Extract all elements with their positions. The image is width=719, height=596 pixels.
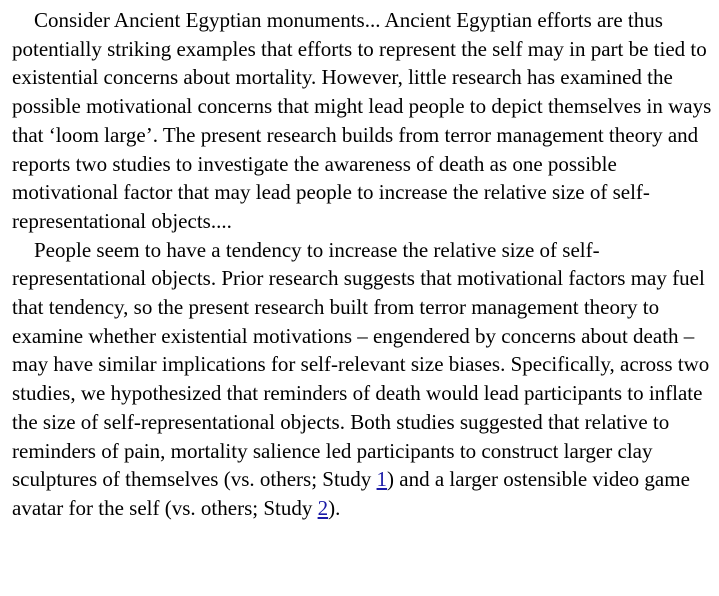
paragraph-1 [12,6,714,236]
study-1-reference-link[interactable]: 1 [376,467,388,492]
paragraph-2-text-middle: ) and a larger ostensible video game avatar for the self (vs. others; Study [12,467,690,520]
study-2-reference-link[interactable]: 2 [317,495,329,520]
paragraph-2 [12,236,714,523]
paragraph-2-text-start: People seem to have a tendency to increase the relative size of self-representational objects. Prior research suggests that motivational factors may fuel that tendency, so the present research built from terror management theory to examine whether existential motivations – engendered by concerns about death – may have similar implications for self-relevant size biases. Specifically, across two studies, we hypothesized that reminders of death would lead participants to inflate the size of self-representational objects. Both studies suggested that relative to reminders of pain, mortality salience led participants to construct larger clay sculptures of themselves (vs. others; Study [12,237,710,492]
paragraph-1-text: Consider Ancient Egyptian monuments... Ancient Egyptian efforts are thus potentially striking examples that efforts to represent the self may in part be tied to existential concerns about mortality. However, little research has examined the possible motivational concerns that might lead people to depict themselves in ways that ‘loom large’. The present research builds from terror management theory and reports two studies to investigate the awareness of death as one possible motivational factor that may lead people to increase the relative size of self-representational objects.... [12,8,712,233]
document-body [12,6,714,523]
paragraph-2-text-end: ). [328,495,341,520]
